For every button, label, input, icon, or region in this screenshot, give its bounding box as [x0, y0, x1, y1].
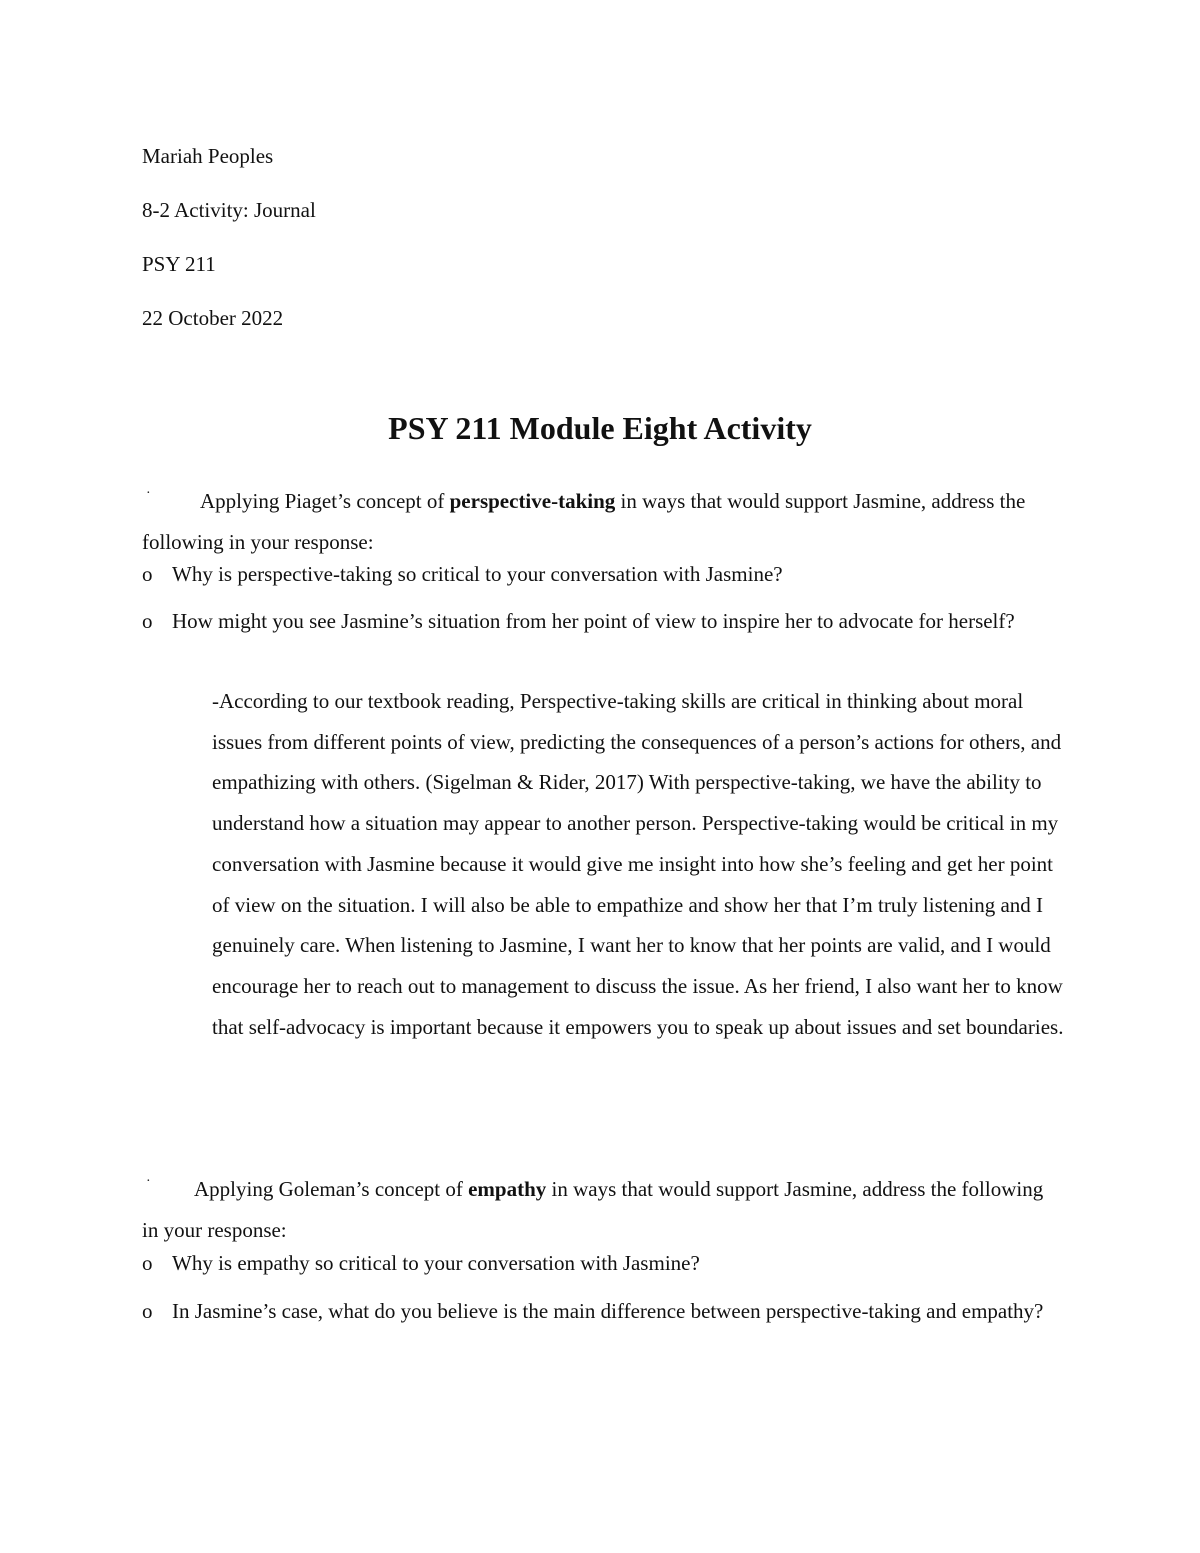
list-marker: o: [142, 609, 153, 633]
section2-prompt: [142, 1169, 1062, 1250]
question-text: Why is empathy so critical to your conversation with Jasmine?: [172, 1251, 700, 1275]
question-text: In Jasmine’s case, what do you believe is the main difference between perspective-taking and empathy?: [172, 1299, 1044, 1323]
section1-question-2: [142, 601, 1062, 642]
section1-prompt-tail: in ways that would support Jasmine, address the following in your response:: [142, 489, 1026, 554]
assignment-title: 8-2 Activity: Journal: [142, 198, 316, 222]
bullet-icon: ·: [146, 1174, 151, 1189]
list-marker: o: [142, 1299, 153, 1323]
section1-prompt: [142, 481, 1062, 562]
section2-prompt-tail: in ways that would support Jasmine, address the following in your response:: [142, 1177, 1044, 1242]
bullet-icon: ·: [146, 486, 151, 501]
section2-prompt-keyword: empathy: [468, 1177, 547, 1201]
section2-question-2: [142, 1291, 1062, 1332]
question-text: How might you see Jasmine’s situation from her point of view to inspire her to advocate for herself?: [172, 609, 1015, 633]
section1-prompt-keyword: perspective-taking: [449, 489, 616, 513]
section1-prompt-lead: Applying Piaget’s concept of: [200, 489, 450, 513]
question-text: Why is perspective-taking so critical to your conversation with Jasmine?: [172, 562, 783, 586]
section1-answer: -According to our textbook reading, Perspective-taking skills are critical in thinking about moral issues from different points of view, predicting the consequences of a person’s actions for others, and empathizing with others. (Sigelman & Rider, 2017) With perspective-taking, we have the ability to understand how a situation may appear to another person. Perspective-taking would be critical in my conversation with Jasmine because it would give me insight into how she’s feeling and get her point of view on the situation. I will also be able to empathize and show her that I’m truly listening and I genuinely care. When listening to Jasmine, I want her to know that her points are valid, and I would encourage her to reach out to management to discuss the issue. As her friend, I also want her to know that self-advocacy is important because it empowers you to speak up about issues and set boundaries.: [212, 689, 1064, 1039]
page-title: PSY 211 Module Eight Activity: [388, 410, 812, 446]
list-marker: o: [142, 1251, 153, 1275]
author-name: Mariah Peoples: [142, 144, 274, 168]
section1-question-1: [142, 561, 1062, 587]
section2-prompt-lead: Applying Goleman’s concept of: [194, 1177, 469, 1201]
section2-question-1: [142, 1250, 1062, 1276]
course-code: PSY 211: [142, 252, 216, 276]
list-marker: o: [142, 562, 153, 586]
submission-date: 22 October 2022: [142, 306, 284, 330]
